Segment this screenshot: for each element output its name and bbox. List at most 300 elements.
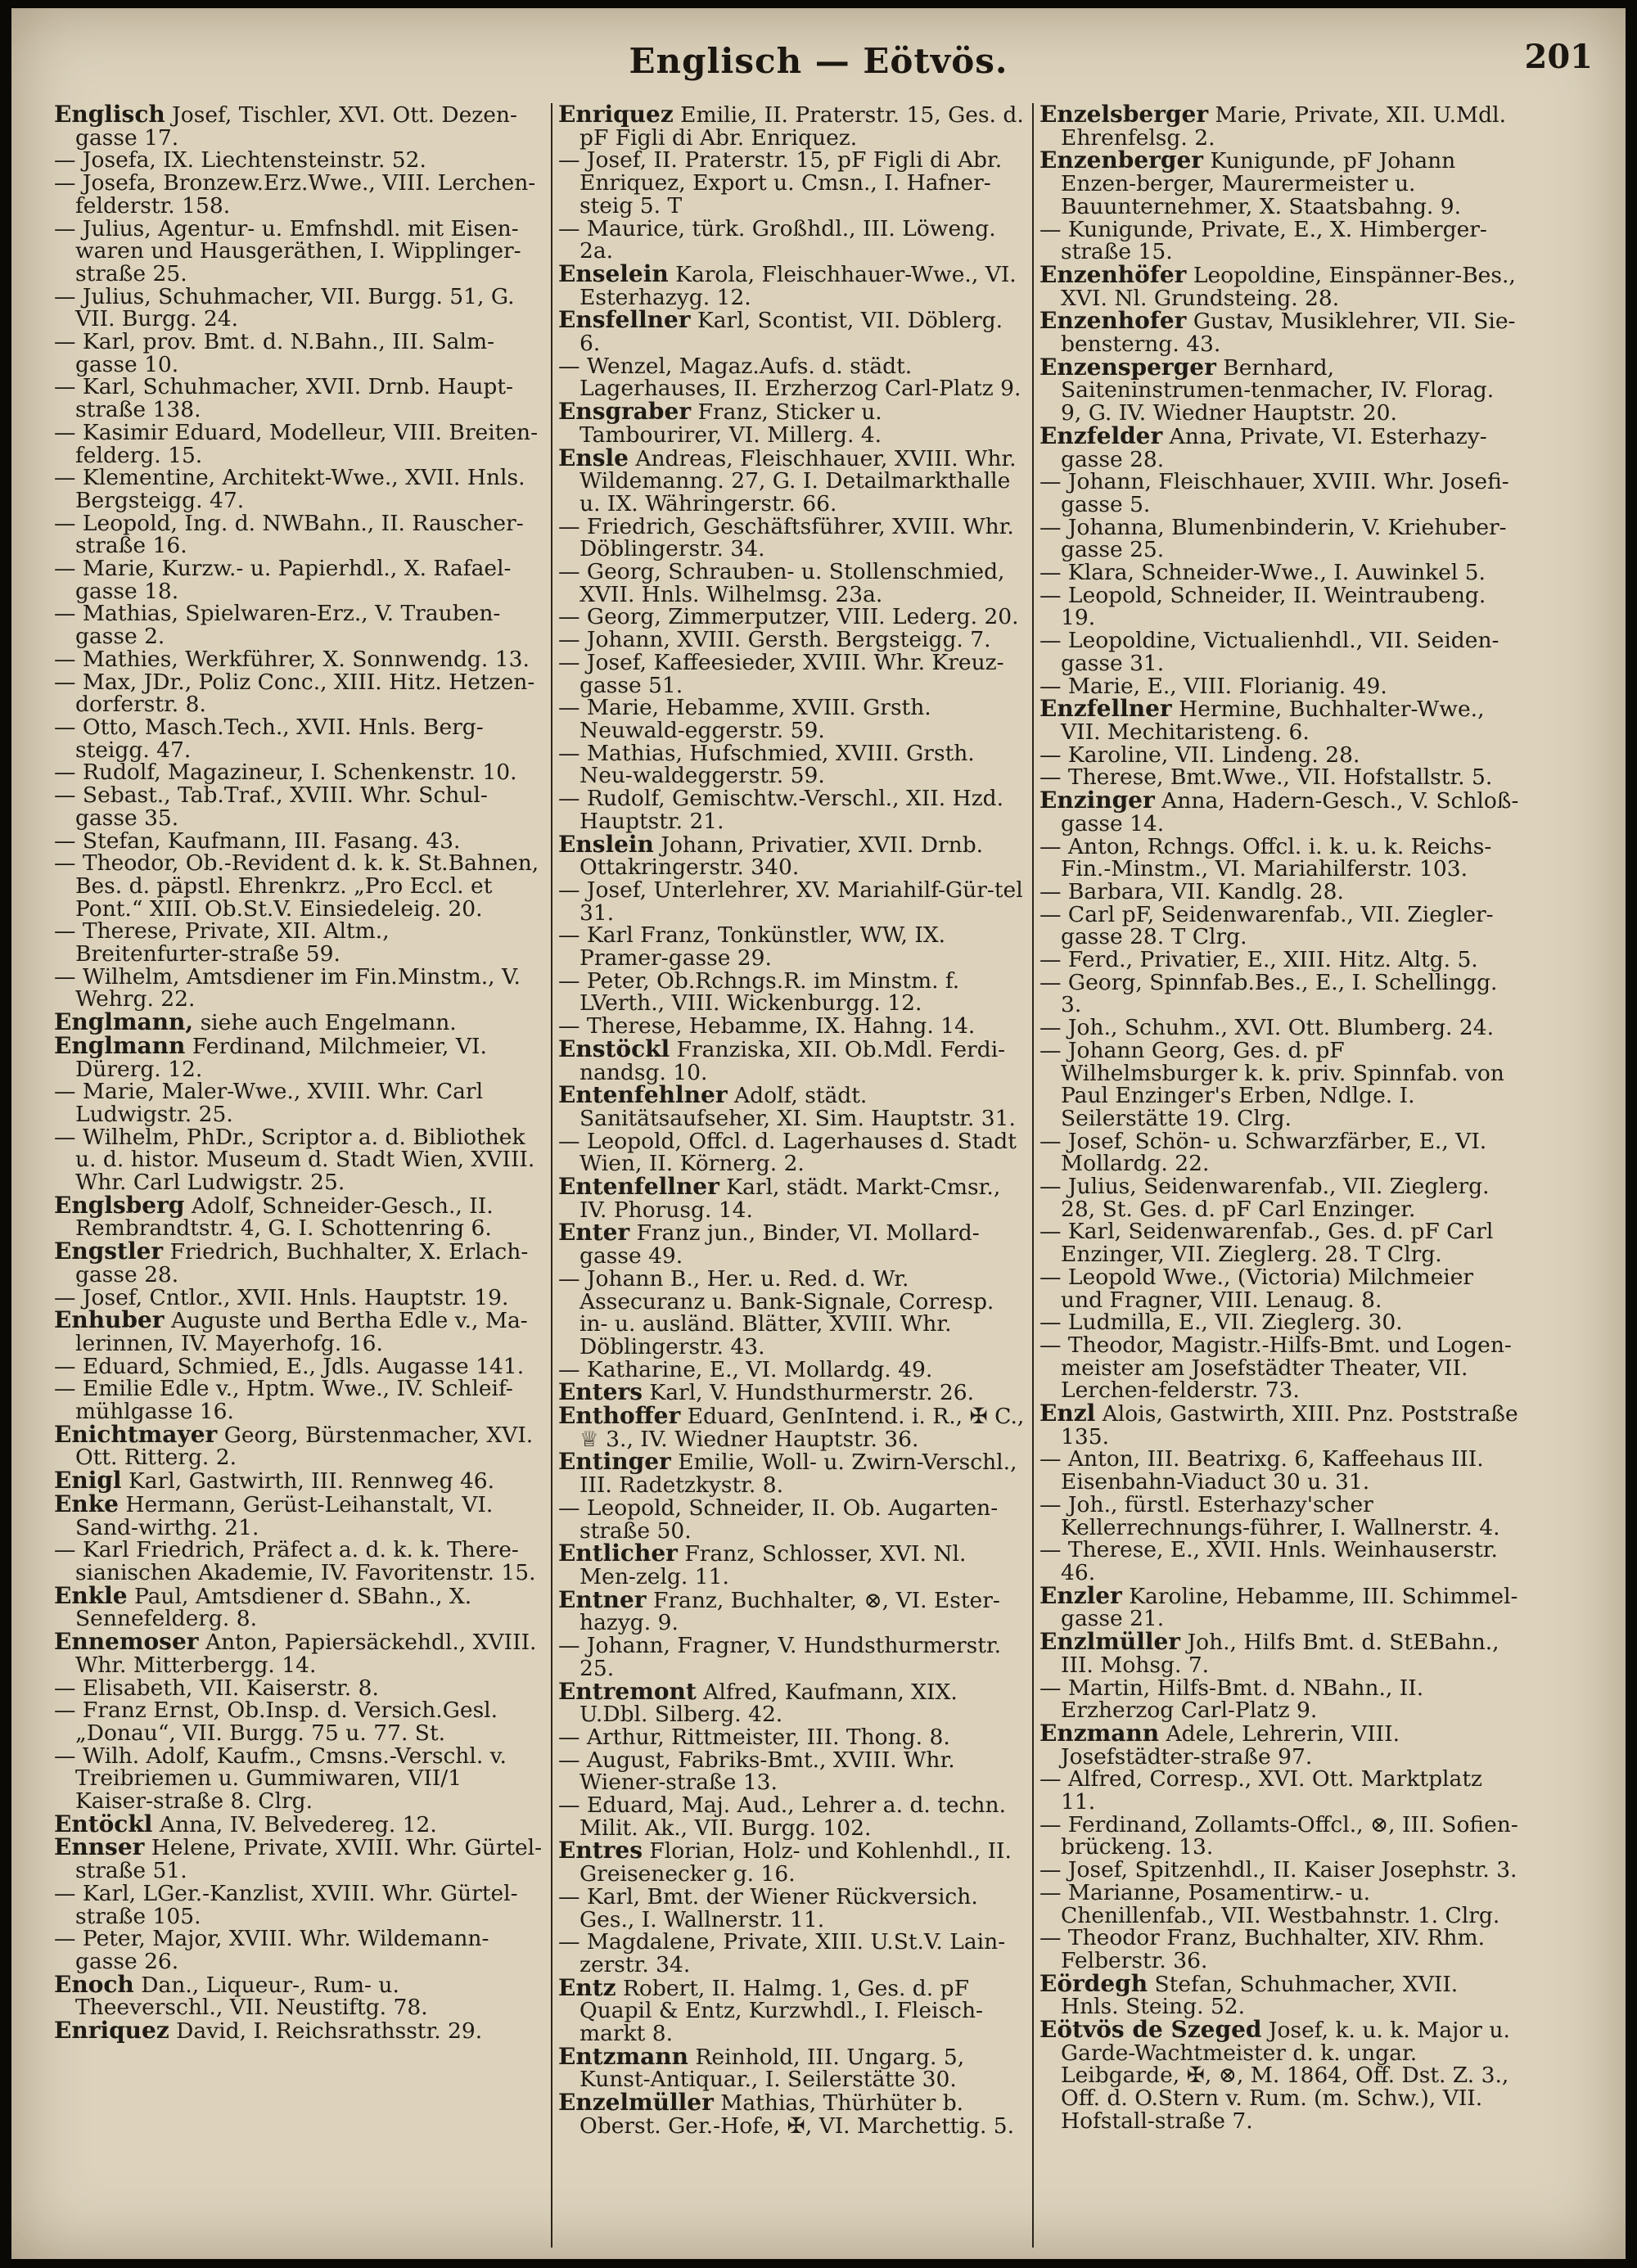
directory-entry xyxy=(558,879,1026,924)
entry-text: — Karl, Seidenwarenfab., Ges. d. pF Carl Enzinger, VII. Zieglerg. 28. T Clrg. xyxy=(1039,1219,1494,1268)
surname-heading: Enter xyxy=(558,1219,630,1247)
entry-text: — Josef, Spitzenhdl., II. Kaiser Josephstr. 3. xyxy=(1039,1857,1517,1883)
entry-text: — Theodor, Ob.-Revident d. k. k. St.Bahnen, Bes. d. päpstl. Ehrenkrz. „Pro Eccl. et Pont.“ XIII. Ob.St.V. Einsiedeleig. 20. xyxy=(54,850,539,922)
entry-text: — Georg, Schrauben- u. Stollenschmied, XVII. Hnls. Wilhelmsg. 23a. xyxy=(558,559,1005,607)
entry-text: Karoline, Hebamme, III. Schimmel-gasse 21. xyxy=(1061,1583,1518,1632)
entry-text: — Leopoldine, Victualienhdl., VII. Seiden-gasse 31. xyxy=(1039,628,1499,676)
entry-text: — Franz Ernst, Ob.Insp. d. Versich.Gesl. „Donau“, VII. Burgg. 75 u. 77. St. xyxy=(54,1698,498,1746)
surname-heading: Enichtmayer xyxy=(54,1420,218,1448)
entry-text: — Therese, E., XVII. Hnls. Weinhauserstr. 46. xyxy=(1039,1537,1498,1585)
directory-entry xyxy=(1039,1927,1519,1972)
directory-entry xyxy=(1039,2018,1519,2133)
surname-heading: Enzl xyxy=(1039,1400,1096,1427)
entry-text: — Johann Georg, Ges. d. pF Wilhelmsburger k. k. priv. Spinnfab. von Paul Enzinger's Erben, Ndlge. I. Seilerstätte 19. Clrg. xyxy=(1039,1037,1504,1131)
directory-entry xyxy=(1039,516,1519,561)
surname-heading: Entres xyxy=(558,1837,643,1864)
entry-text: — Rudolf, Magazineur, I. Schenkenstr. 10. xyxy=(54,760,517,786)
entry-text: Ferdinand, Milchmeier, VI. Dürerg. 12. xyxy=(75,1033,487,1082)
entry-text: — Georg, Spinnfab.Bes., E., I. Schellingg. 3. xyxy=(1039,969,1498,1018)
directory-entry xyxy=(1039,1677,1519,1722)
entry-text: Bernhard, Saiteninstrumen-tenmacher, IV. Florag. 9, G. IV. Wiedner Hauptstr. 20. xyxy=(1061,354,1495,426)
directory-entry xyxy=(558,1175,1026,1221)
entry-text: Reinhold, III. Ungarg. 5, Kunst-Antiquar., I. Seilerstätte 30. xyxy=(579,2044,965,2093)
directory-entry xyxy=(1039,949,1519,972)
directory-entry xyxy=(558,1794,1026,1839)
entry-text: — Johann, Fragner, V. Hundsthurmerstr. 25. xyxy=(558,1633,1002,1681)
entry-text: — Josef, Unterlehrer, XV. Mariahilf-Gür-tel 31. xyxy=(558,877,1023,926)
surname-heading: Englsberg xyxy=(54,1191,185,1219)
directory-entry xyxy=(558,215,1026,264)
entry-text: — Marianne, Posamentirw.- u. Chenillenfab., VII. Westbahnstr. 1. Clrg. xyxy=(1039,1879,1500,1928)
entry-text: — Klara, Schneider-Wwe., I. Auwinkel 5. xyxy=(1039,560,1486,586)
directory-entry xyxy=(54,1080,545,1125)
entry-text: Alois, Gastwirth, XIII. Pnz. Poststraße 135. xyxy=(1061,1401,1518,1450)
surname-heading: Entenfehlner xyxy=(558,1081,728,1109)
directory-entry xyxy=(558,1221,1026,1267)
directory-entry xyxy=(1039,1969,1519,2020)
entry-text: — Theodor Franz, Buchhalter, XIV. Rhm. Felberstr. 36. xyxy=(1039,1925,1486,1973)
entry-text: — Marie, Kurzw.- u. Papierhdl., X. Rafael-gasse 18. xyxy=(54,556,512,604)
entry-text: — Josef, Kaffeesieder, XVIII. Whr. Kreuz-gasse 51. xyxy=(558,649,1004,698)
directory-entry xyxy=(1039,103,1519,149)
directory-entry xyxy=(54,1490,545,1540)
entry-text: — Leopold, Schneider, II. Weintraubeng. 19. xyxy=(1039,582,1486,631)
entry-text: — Peter, Ob.Rchngs.R. im Minstm. f. LVerth., VIII. Wickenburgg. 12. xyxy=(558,967,960,1017)
surname-heading: Ensfellner xyxy=(558,306,691,334)
column-left xyxy=(54,103,545,2248)
entry-text: — Magdalene, Private, XIII. U.St.V. Lain-zerstr. 34. xyxy=(558,1929,1006,1977)
entry-text: Anton, Papiersäckehdl., XVIII. Whr. Mitterbergg. 14. xyxy=(75,1630,537,1678)
directory-entry xyxy=(558,649,1026,698)
directory-entry xyxy=(54,1240,545,1286)
surname-heading: Englisch xyxy=(54,103,165,128)
surname-heading: Enzler xyxy=(1039,1581,1122,1609)
entry-text: — Wilhelm, PhDr., Scriptor a. d. Bibliothek u. d. histor. Museum d. Stadt Wien, XVIII. Whr. Carl Ludwigstr. 25. xyxy=(54,1124,535,1196)
directory-entry xyxy=(558,259,1026,310)
directory-entry xyxy=(558,606,1026,629)
directory-entry xyxy=(54,648,545,671)
entry-text: — Wilhelm, Amtsdiener im Fin.Minstm., V. Wehrg. 22. xyxy=(54,963,521,1012)
entry-text: — Peter, Major, XVIII. Whr. Wildemann-gasse 26. xyxy=(54,1926,489,1974)
entry-text: — Therese, Bmt.Wwe., VII. Hofstallstr. 5. xyxy=(1039,764,1493,791)
entry-text: — Mathies, Werkführer, X. Sonnwendg. 13. xyxy=(54,646,530,672)
entry-text: — Leopold Wwe., (Victoria) Milchmeier und Fragner, VIII. Lenaug. 8. xyxy=(1039,1264,1474,1313)
directory-entry xyxy=(54,1031,545,1082)
entry-text: — Eduard, Maj. Aud., Lehrer a. d. techn. Milit. Ak., VII. Burgg. 102. xyxy=(558,1792,1006,1841)
directory-entry xyxy=(558,1035,1026,1085)
surname-heading: Enriquez xyxy=(54,2017,169,2045)
directory-entry xyxy=(1039,833,1519,882)
entry-text: — Karoline, VII. Lindeng. 28. xyxy=(1039,742,1360,768)
surname-heading: Entzmann xyxy=(558,2042,689,2070)
directory-entry xyxy=(54,1420,545,1471)
directory-entry xyxy=(54,149,545,172)
entry-text: — Klementine, Architekt-Wwe., XVII. Hnls. Bergsteigg. 47. xyxy=(54,465,525,513)
surname-heading: Enzfelder xyxy=(1039,422,1163,449)
directory-entry xyxy=(558,355,1026,400)
directory-entry xyxy=(558,1378,1026,1406)
entry-text: — Karl, Bmt. der Wiener Rückversich. Ges., I. Wallnerstr. 11. xyxy=(558,1883,978,1932)
directory-entry xyxy=(558,1015,1026,1038)
surname-heading: Entenfellner xyxy=(558,1173,719,1201)
entry-text: — Martin, Hilfs-Bmt. d. NBahn., II. Erzherzog Carl-Platz 9. xyxy=(1039,1675,1424,1724)
entry-text: — Johann, Fleischhauer, XVIII. Whr. Josefi-gasse 5. xyxy=(1039,469,1509,517)
directory-entry xyxy=(54,1630,545,1676)
entry-text: — Marie, Hebamme, XVIII. Grsth. Neuwald-eggerstr. 59. xyxy=(558,695,931,743)
entry-text: — Kunigunde, Private, E., X. Himberger-straße 15. xyxy=(1039,216,1487,265)
entry-text: Anna, IV. Belvedereg. 12. xyxy=(152,1811,437,1837)
surname-heading: Enkle xyxy=(54,1581,128,1609)
entry-text: — Mathias, Spielwaren-Erz., V. Trauben-gasse 2. xyxy=(54,601,501,650)
surname-heading: Englmann xyxy=(54,1031,186,1059)
directory-entry xyxy=(1039,1768,1519,1813)
directory-entry xyxy=(1039,1311,1519,1334)
surname-heading: Entlicher xyxy=(558,1540,678,1567)
entry-text: Dan., Liqueur-, Rum- u. Theeverschl., VII. Neustiftg. 78. xyxy=(75,1972,428,2021)
surname-heading: Eördegh xyxy=(1039,1969,1148,1997)
surname-heading: Enke xyxy=(54,1490,119,1517)
directory-entry xyxy=(54,827,545,854)
entry-text: — Josef, Cntlor., XVII. Hnls. Hauptstr. 19. xyxy=(54,1284,509,1310)
entry-text: Eduard, GenIntend. i. R., ✠ C., ♕ 3., IV. Wiedner Hauptstr. 36. xyxy=(579,1404,1025,1452)
surname-heading: Enzmann xyxy=(1039,1719,1160,1747)
surname-heading: Englmann, xyxy=(54,1008,194,1036)
entry-text: — Josef, II. Praterstr. 15, pF Figli di Abr. Enriquez, Export u. Cmsn., I. Hafner-steig 5. T xyxy=(558,147,1003,219)
directory-entry xyxy=(54,1539,545,1584)
entry-text: — Maurice, türk. Großhdl., III. Löweng. 2a. xyxy=(558,215,996,264)
directory-entry xyxy=(1039,1266,1519,1311)
directory-entry xyxy=(1039,216,1519,265)
entry-text: — Johanna, Blumenbinderin, V. Kriehuber-gasse 25. xyxy=(1039,514,1507,563)
directory-entry xyxy=(54,761,545,784)
entry-text: Stefan, Schuhmacher, XVII. Hnls. Steing. 52. xyxy=(1061,1971,1459,2020)
surname-heading: Enzelmüller xyxy=(558,2089,714,2117)
directory-entry xyxy=(558,697,1026,742)
surname-heading: Enzenberger xyxy=(1039,147,1204,174)
directory-entry xyxy=(558,1883,1026,1932)
surname-heading: Enzlmüller xyxy=(1039,1628,1181,1656)
entry-text: — Marie, E., VIII. Florianig. 49. xyxy=(1039,673,1387,699)
entry-text: Gustav, Musiklehrer, VII. Sie-bensterng. 43. xyxy=(1061,309,1516,358)
directory-entry xyxy=(1039,697,1519,743)
directory-entry xyxy=(54,1699,545,1744)
directory-entry xyxy=(1039,1539,1519,1584)
directory-entry xyxy=(558,561,1026,606)
entry-text: — Karl, Schuhmacher, XVII. Drnb. Haupt-straße 138. xyxy=(54,374,513,423)
entry-text: — Arthur, Rittmeister, III. Thong. 8. xyxy=(558,1724,950,1750)
directory-entry xyxy=(1039,969,1519,1018)
entry-text: — Leopold, Ing. d. NWBahn., II. Rauscher-straße 16. xyxy=(54,510,524,559)
directory-entry xyxy=(54,1126,545,1194)
entry-text: Alfred, Kaufmann, XIX. U.Dbl. Silberg. 42. xyxy=(579,1679,958,1728)
directory-entry xyxy=(1039,1491,1519,1540)
directory-entry xyxy=(558,1448,1026,1499)
entry-text: Franz, Schlosser, XVI. Nl. Men-zelg. 11. xyxy=(579,1541,967,1589)
entry-text: Anna, Private, VI. Esterhazy-gasse 28. xyxy=(1061,423,1487,472)
entry-text: — Julius, Seidenwarenfab., VII. Zieglerg. 28, St. Ges. d. pF Carl Enzinger. xyxy=(1039,1174,1490,1222)
entry-text: — Therese, Hebamme, IX. Hahng. 14. xyxy=(558,1013,976,1039)
directory-entry xyxy=(558,1497,1026,1542)
entry-text: — Sebast., Tab.Traf., XVIII. Whr. Schul-gasse 35. xyxy=(54,782,488,831)
directory-entry xyxy=(558,1585,1026,1636)
directory-entry xyxy=(54,512,545,557)
surname-heading: Enslein xyxy=(558,830,654,858)
directory-entry xyxy=(558,967,1026,1017)
surname-heading: Enthoffer xyxy=(558,1402,681,1430)
entry-text: — Georg, Zimmerputzer, VIII. Lederg. 20. xyxy=(558,604,1019,630)
entry-text: — August, Fabriks-Bmt., XVIII. Whr. Wiener-straße 13. xyxy=(558,1747,955,1796)
directory-entry xyxy=(1039,1219,1519,1268)
entry-text: — Josefa, Bronzew.Erz.Wwe., VIII. Lerchen-felderstr. 158. xyxy=(54,170,536,219)
directory-entry xyxy=(1039,1175,1519,1220)
directory-entry xyxy=(1039,260,1519,311)
surname-heading: Entöckl xyxy=(54,1810,153,1837)
entry-text: — Wilh. Adolf, Kaufm., Cmsns.-Verschl. v. Treibriemen u. Gummiwaren, VII/1 Kaiser-straße 8. Clrg. xyxy=(54,1743,507,1815)
entry-text: — Joh., Schuhm., XVI. Ott. Blumberg. 24. xyxy=(1039,1015,1495,1041)
directory-entry xyxy=(54,963,545,1012)
surname-heading: Entremont xyxy=(558,1677,697,1705)
entry-text: — Mathias, Hufschmied, XVIII. Grsth. Neu-waldeggerstr. 59. xyxy=(558,740,975,789)
entry-text: — Eduard, Schmied, E., Jdls. Augasse 141. xyxy=(54,1353,525,1379)
entry-text: — Josef, Schön- u. Schwarzfärber, E., VI. Mollardg. 22. xyxy=(1039,1128,1487,1177)
directory-entry xyxy=(558,513,1026,562)
entry-text: Florian, Holz- und Kohlenhdl., II. Greisenecker g. 16. xyxy=(579,1838,1012,1887)
directory-entry xyxy=(54,1810,545,1837)
surname-heading: Enzinger xyxy=(1039,787,1155,814)
directory-entry xyxy=(54,1833,545,1884)
entry-text: Karl, Scontist, VII. Döblerg. 6. xyxy=(579,308,1003,357)
entry-text: — Karl Friedrich, Präfect a. d. k. k. There-sianischen Akademie, IV. Favoritenstr. 15. xyxy=(54,1537,536,1585)
surname-heading: Entner xyxy=(558,1585,647,1613)
entry-text: — Theodor, Magistr.-Hilfs-Bmt. und Logen-meister am Josefstädter Theater, VII. Lerchen-felderstr. 73. xyxy=(1039,1332,1512,1404)
directory-entry xyxy=(558,1839,1026,1885)
directory-entry xyxy=(558,2042,1026,2093)
entry-text: Adolf, Schneider-Gesch., II. Rembrandtstr. 4, G. I. Schottenring 6. xyxy=(75,1193,494,1242)
directory-entry xyxy=(558,1356,1026,1382)
directory-entry xyxy=(1039,1719,1519,1770)
running-title: Englisch — Eötvös. xyxy=(629,41,1008,81)
directory-entry xyxy=(1039,1879,1519,1928)
entry-text: Marie, Private, XII. U.Mdl. Ehrenfelsg. 2. xyxy=(1061,103,1507,151)
entry-text: Josef, k. u. k. Major u. Garde-Wachtmeister d. k. ungar. Leibgarde, ✠, ⊗, M. 1864, Off. Dst. Z. 3., Off. d. O.Stern v. Rum. (m. Schw.), VII. Hofstall-straße 7. xyxy=(1061,2018,1510,2134)
directory-entry xyxy=(1039,878,1519,904)
entry-text: — Max, JDr., Poliz Conc., XIII. Hitz. Hetzen-dorferstr. 8. xyxy=(54,669,535,718)
directory-entry xyxy=(1039,1630,1519,1676)
entry-text: — Wenzel, Magaz.Aufs. d. städt. Lagerhauses, II. Erzherzog Carl-Platz 9. xyxy=(558,353,1021,402)
directory-entry xyxy=(558,306,1026,357)
directory-entry xyxy=(54,467,545,512)
directory-entry xyxy=(558,1973,1026,2047)
entry-text: — Otto, Masch.Tech., XVII. Hnls. Berg-steigg. 47. xyxy=(54,714,484,763)
entry-text: — Josefa, IX. Liechtensteinstr. 52. xyxy=(54,147,426,174)
surname-heading: Enhuber xyxy=(54,1306,165,1334)
surname-heading: Enzenhöfer xyxy=(1039,260,1187,288)
entry-text: Emilie, II. Praterstr. 15, Ges. d. pF Figli di Abr. Enriquez. xyxy=(579,103,1024,151)
column-divider xyxy=(1032,103,1034,2248)
entry-text: Karola, Fleischhauer-Wwe., VI. Esterhazyg. 12. xyxy=(579,261,1017,310)
directory-entry xyxy=(558,1931,1026,1976)
directory-entry xyxy=(1039,307,1519,358)
entry-text: — Leopold, Offcl. d. Lagerhauses d. Stadt Wien, II. Körnerg. 2. xyxy=(558,1128,1017,1177)
directory-entry xyxy=(558,1081,1026,1131)
directory-entry xyxy=(1039,1334,1519,1402)
directory-entry xyxy=(558,1677,1026,1728)
surname-heading: Ensgraber xyxy=(558,398,692,426)
entry-text: — Ferdinand, Zollamts-Offcl., ⊗, III. Sofien-brückeng. 13. xyxy=(1039,1811,1518,1860)
entry-text: Leopoldine, Einspänner-Bes., XVI. Nl. Grundsteing. 28. xyxy=(1061,262,1516,311)
directory-entry xyxy=(558,1265,1026,1359)
entry-text: Hermann, Gerüst-Leihanstalt, VI. Sand-wirthg. 21. xyxy=(75,1491,494,1540)
entry-text: Robert, II. Halmg. 1, Ges. d. pF Quapil & Entz, Kurzwhdl., I. Fleisch-markt 8. xyxy=(579,1975,983,2047)
entry-text: — Barbara, VII. Kandlg. 28. xyxy=(1039,878,1344,904)
surname-heading: Enzensperger xyxy=(1039,353,1216,381)
directory-entry xyxy=(1039,1811,1519,1860)
entry-text: Anna, Hadern-Gesch., V. Schloß-gasse 14. xyxy=(1061,788,1519,836)
entry-text: Johann, Privatier, XVII. Drnb. Ottakringerstr. 340. xyxy=(579,832,984,881)
surname-heading: Ensle xyxy=(558,444,629,471)
directory-entry xyxy=(558,1726,1026,1749)
entry-text: Adolf, städt. Sanitätsaufseher, XI. Sim. Hauptstr. 31. xyxy=(579,1083,1016,1131)
directory-entry xyxy=(54,283,545,332)
directory-entry xyxy=(54,716,545,761)
entry-text: — Elisabeth, VII. Kaiserstr. 8. xyxy=(54,1675,379,1701)
entry-text: — Julius, Schuhmacher, VII. Burgg. 51, G. VII. Burgg. 24. xyxy=(54,283,515,332)
directory-entry xyxy=(54,215,545,286)
surname-heading: Enzfellner xyxy=(1039,695,1172,723)
directory-entry xyxy=(1039,629,1519,674)
directory-entry xyxy=(54,1928,545,1973)
directory-entry xyxy=(1039,1581,1519,1632)
entry-text: Paul, Amtsdiener d. SBahn., X. Sennefelderg. 8. xyxy=(75,1583,472,1632)
directory-entry xyxy=(1039,789,1519,835)
directory-entry xyxy=(1039,422,1519,472)
entry-text: Franziska, XII. Ob.Mdl. Ferdi-nandsg. 10. xyxy=(579,1036,1006,1085)
directory-entry xyxy=(54,852,545,920)
directory-entry xyxy=(54,103,545,149)
surname-heading: Eötvös de Szeged xyxy=(1039,2016,1262,2044)
entry-text: — Rudolf, Gemischtw.-Verschl., XII. Hzd. Hauptstr. 21. xyxy=(558,786,1004,834)
surname-heading: Enstöckl xyxy=(558,1035,670,1062)
directory-entry xyxy=(1039,584,1519,629)
directory-entry xyxy=(558,1749,1026,1794)
column-middle xyxy=(558,103,1026,2248)
directory-entry xyxy=(54,1008,545,1036)
directory-entry xyxy=(1039,1039,1519,1130)
directory-entry xyxy=(54,1970,545,2021)
directory-entry xyxy=(558,629,1026,652)
entry-text: — Marie, Maler-Wwe., XVIII. Whr. Carl Ludwigstr. 25. xyxy=(54,1079,484,1127)
directory-entry xyxy=(1039,766,1519,789)
directory-entry xyxy=(558,830,1026,881)
entry-text: — Karl Franz, Tonkünstler, WW, IX. Pramer-gasse 29. xyxy=(558,922,946,972)
surname-heading: Enzenhofer xyxy=(1039,307,1187,335)
directory-entry xyxy=(1039,1017,1519,1039)
directory-entry xyxy=(54,1469,545,1493)
directory-entry xyxy=(54,1306,545,1356)
entry-text: Hermine, Buchhalter-Wwe., VII. Mechitaristeng. 6. xyxy=(1061,697,1485,745)
entry-text: — Stefan, Kaufmann, III. Fasang. 43. xyxy=(54,827,461,854)
entry-text: — Anton, Rchngs. Offcl. i. k. u. k. Reichs-Fin.-Minstm., VI. Mariahilferstr. 103. xyxy=(1039,833,1492,882)
entry-text: — Katharine, E., VI. Mollardg. 49. xyxy=(558,1356,933,1382)
directory-entry xyxy=(54,331,545,376)
surname-heading: Enigl xyxy=(54,1467,122,1495)
directory-entry xyxy=(1039,471,1519,516)
directory-entry xyxy=(54,1745,545,1813)
page-number: 201 xyxy=(1524,38,1593,76)
directory-entry xyxy=(54,1677,545,1700)
entry-text: Franz, Buchhalter, ⊗, VI. Ester-hazyg. 9. xyxy=(579,1587,1000,1636)
entry-text: — Johann, XVIII. Gersth. Bergsteigg. 7. xyxy=(558,627,991,653)
directory-entry xyxy=(1039,1130,1519,1175)
directory-entry xyxy=(54,557,545,602)
entry-text: Karl, städt. Markt-Cmsr., IV. Phorusg. 14. xyxy=(579,1175,1001,1223)
directory-entry xyxy=(54,601,545,650)
directory-entry xyxy=(1039,1859,1519,1882)
entry-text: Karl, Gastwirth, III. Rennweg 46. xyxy=(121,1468,495,1495)
directory-entry xyxy=(1039,561,1519,584)
directory-entry xyxy=(1039,353,1519,426)
directory-entry xyxy=(558,1130,1026,1175)
entry-text: Helene, Private, XVIII. Whr. Gürtel-straße 51. xyxy=(75,1835,543,1884)
directory-entry xyxy=(54,1284,545,1310)
entry-text: Emilie, Woll- u. Zwirn-Verschl., III. Radetzkystr. 8. xyxy=(579,1450,1017,1499)
entry-text: — Carl pF, Seidenwarenfab., VII. Ziegler-gasse 28. T Clrg. xyxy=(1039,901,1494,950)
entry-text: — Ferd., Privatier, E., XIII. Hitz. Altg. 5. xyxy=(1039,947,1478,973)
directory-entry xyxy=(54,1191,545,1242)
directory-entry xyxy=(1039,149,1519,218)
entry-text: — Karl, LGer.-Kanzlist, XVIII. Whr. Gürtel-straße 105. xyxy=(54,1880,518,1929)
directory-entry xyxy=(558,2091,1026,2137)
entry-text: — Ludmilla, E., VII. Zieglerg. 30. xyxy=(1039,1310,1403,1336)
directory-entry xyxy=(54,376,545,421)
directory-entry xyxy=(558,149,1026,217)
entry-text: — Friedrich, Geschäftsführer, XVIII. Whr. Döblingerstr. 34. xyxy=(558,513,1014,562)
directory-entry xyxy=(54,1581,545,1632)
entry-text: Josef, Tischler, XVI. Ott. Dezen-gasse 17. xyxy=(75,103,517,151)
directory-entry xyxy=(1039,1448,1519,1493)
entry-text: Friedrich, Buchhalter, X. Erlach-gasse 28. xyxy=(75,1239,529,1287)
directory-entry xyxy=(54,920,545,965)
directory-entry xyxy=(558,1402,1026,1452)
entry-text: — Julius, Agentur- u. Emfnshdl. mit Eisen-waren und Hausgeräthen, I. Wipplinger-straße 25. xyxy=(54,215,521,286)
directory-entry xyxy=(54,784,545,829)
entry-text: — Leopold, Schneider, II. Ob. Augarten-straße 50. xyxy=(558,1495,999,1544)
directory-entry xyxy=(558,922,1026,972)
directory-entry xyxy=(1039,1402,1519,1448)
entry-text: Kunigunde, pF Johann Enzen-berger, Maurermeister u. Bauunternehmer, X. Staatsbahng. 9. xyxy=(1061,148,1462,219)
directory-entry xyxy=(54,172,545,217)
entry-text: Karl, V. Hundsthurmerstr. 26. xyxy=(642,1380,975,1406)
directory-entry xyxy=(558,742,1026,787)
surname-heading: Entinger xyxy=(558,1448,671,1476)
entry-text: — Alfred, Corresp., XVI. Ott. Marktplatz 11. xyxy=(1039,1766,1482,1815)
entry-text: Franz jun., Binder, VI. Mollard-gasse 49. xyxy=(579,1220,980,1269)
entry-text: — Johann B., Her. u. Red. d. Wr. Assecuranz u. Bank-Signale, Corresp. in- u. ausländ. Blätter, XVIII. Whr. Döblingerstr. 43. xyxy=(558,1265,994,1359)
directory-entry xyxy=(1039,744,1519,767)
directory-page xyxy=(11,8,1626,2259)
directory-entry xyxy=(558,1634,1026,1680)
directory-entry xyxy=(558,444,1026,516)
surname-heading: Enriquez xyxy=(558,103,674,128)
entry-text: Andreas, Fleischhauer, XVIII. Whr. Wildemanng. 27, G. I. Detailmarkthalle u. IX. Währingerstr. 66. xyxy=(579,445,1017,516)
surname-heading: Enters xyxy=(558,1378,643,1406)
directory-entry xyxy=(54,2019,545,2043)
entry-text: — Kasimir Eduard, Modelleur, VIII. Breiten-felderg. 15. xyxy=(54,419,539,468)
surname-heading: Enoch xyxy=(54,1970,134,1998)
surname-heading: Entz xyxy=(558,1973,616,2001)
directory-entry xyxy=(54,419,545,468)
directory-entry xyxy=(1039,675,1519,698)
